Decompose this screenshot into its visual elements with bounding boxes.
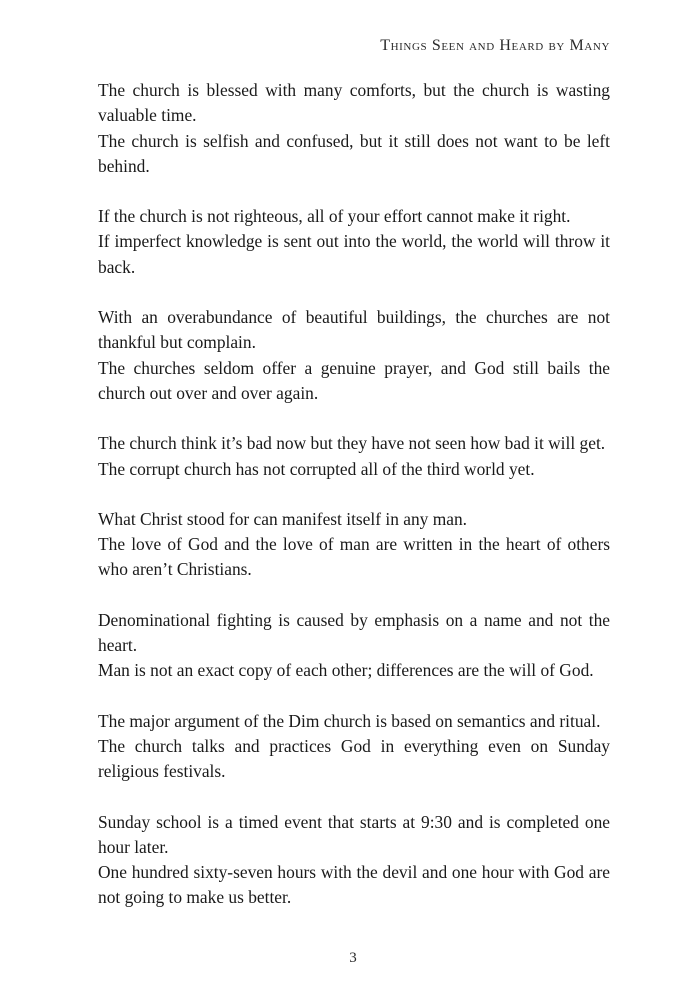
paragraph: The church talks and practices God in everything even on Sunday religious festivals. <box>98 735 610 782</box>
paragraph: The corrupt church has not corrupted all of the third world yet. <box>98 458 535 479</box>
passage-2 <box>98 204 610 280</box>
passage-6 <box>98 608 610 684</box>
paragraph: If imperfect knowledge is sent out into the world, the world will throw it back. <box>98 231 610 277</box>
passage-8 <box>98 810 610 911</box>
passage-3 <box>98 305 610 406</box>
paragraph: One hundred sixty-seven hours with the devil and one hour with God are not going to make us better. <box>98 862 610 908</box>
paragraph: The church think it’s bad now but they have not seen how bad it will get. <box>98 433 606 454</box>
passage-4 <box>98 431 610 482</box>
paragraph: Man is not an exact copy of each other; differences are the will of God. <box>98 660 594 681</box>
running-head: Things Seen and Heard by Many <box>380 37 610 54</box>
passage-5 <box>98 507 610 583</box>
passage-1 <box>98 78 610 179</box>
paragraph: With an overabundance of beautiful buildings, the churches are not thankful but complain. <box>98 307 610 353</box>
page-number: 3 <box>349 950 357 966</box>
page-body <box>98 78 610 936</box>
paragraph: The major argument of the Dim church is based on semantics and ritual. <box>98 710 601 731</box>
paragraph: The church is selfish and confused, but it still does not want to be left behind. <box>98 130 610 176</box>
passage-7 <box>98 709 610 785</box>
paragraph: If the church is not righteous, all of your effort cannot make it right. <box>98 206 571 227</box>
paragraph: The church is blessed with many comforts, but the church is wasting valuable time. <box>98 80 610 126</box>
paragraph: Denominational fighting is caused by emphasis on a name and not the heart. <box>98 609 610 656</box>
paragraph: What Christ stood for can manifest itself in any man. <box>98 508 467 529</box>
paragraph: Sunday school is a timed event that starts at 9:30 and is completed one hour later. <box>98 811 610 857</box>
paragraph: The love of God and the love of man are written in the heart of others who aren’t Christians. <box>98 534 610 580</box>
paragraph: The churches seldom offer a genuine prayer, and God still bails the church out over and over again. <box>98 357 610 403</box>
